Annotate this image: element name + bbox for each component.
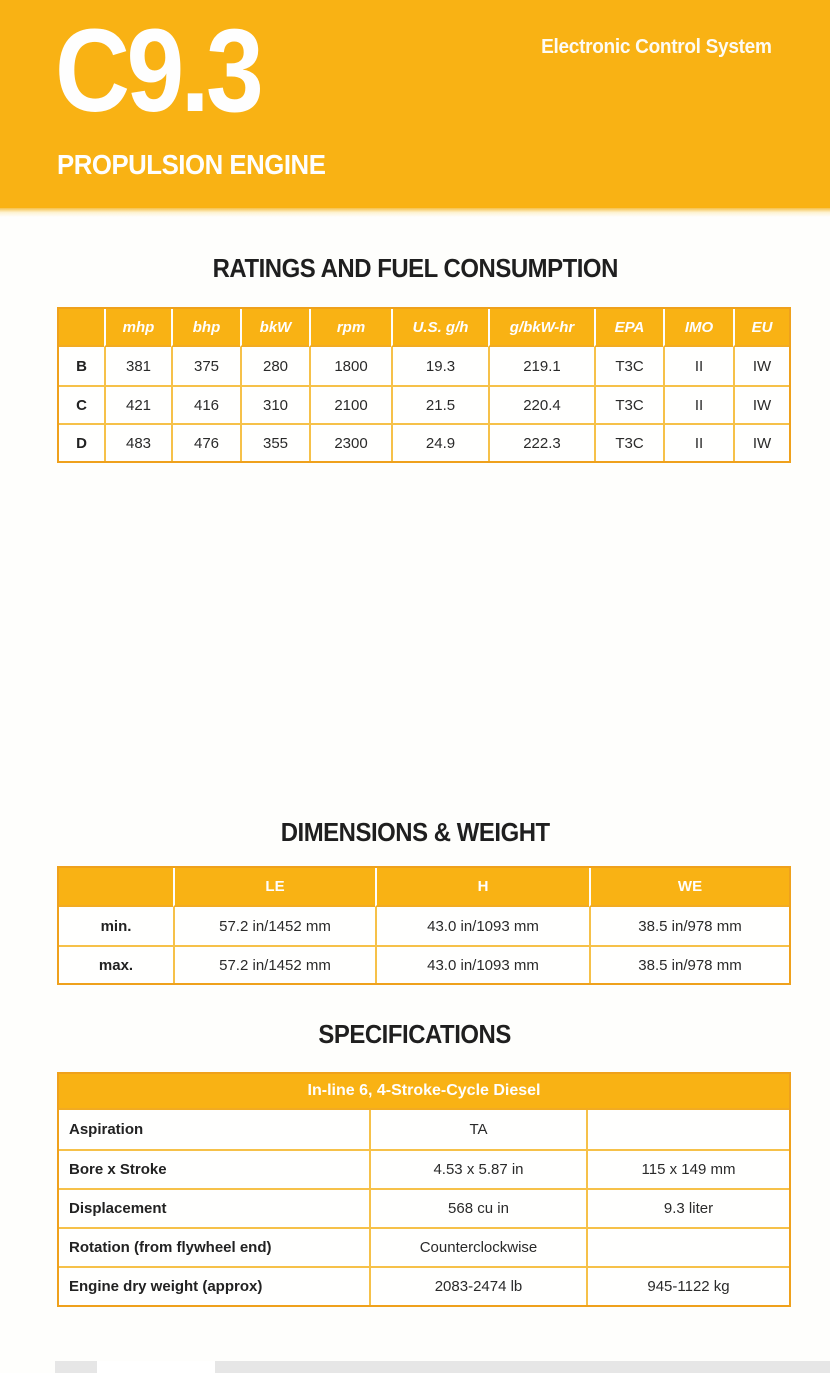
rating-cell: 381 — [104, 347, 171, 385]
ratings-col-header-mhp: mhp — [104, 309, 171, 347]
dimensions-col-header-we: WE — [589, 868, 789, 907]
footer-bar-notch — [97, 1361, 215, 1373]
spec-value — [586, 1227, 789, 1266]
rating-cell: 483 — [104, 423, 171, 461]
dimensions-col-header-le: LE — [173, 868, 375, 907]
dimension-cell: 57.2 in/1452 mm — [173, 907, 375, 945]
spec-label: Rotation (from flywheel end) — [59, 1227, 369, 1266]
spec-label: Displacement — [59, 1188, 369, 1227]
ratings-row-d — [59, 423, 789, 461]
spec-value: Counterclockwise — [369, 1227, 586, 1266]
spec-value: TA — [369, 1110, 586, 1149]
ratings-table — [57, 307, 791, 463]
ratings-col-header-bkw: bkW — [240, 309, 309, 347]
rating-cell: 222.3 — [488, 423, 594, 461]
ratings-col-header-bhp: bhp — [171, 309, 240, 347]
spec-row-displacement — [59, 1188, 789, 1227]
rating-cell: T3C — [594, 423, 663, 461]
dimensions-section-title: DIMENSIONS & WEIGHT — [280, 817, 550, 847]
engine-type-subtitle: PROPULSION ENGINE — [57, 149, 326, 180]
ratings-col-header-epa: EPA — [594, 309, 663, 347]
dimension-cell: 43.0 in/1093 mm — [375, 945, 589, 983]
dimensions-table — [57, 866, 791, 985]
dimension-cell: 57.2 in/1452 mm — [173, 945, 375, 983]
dimensions-row-min — [59, 907, 789, 945]
spec-label: Aspiration — [59, 1110, 369, 1149]
rating-cell: IW — [733, 423, 789, 461]
spec-value — [586, 1110, 789, 1149]
specs-band-header: In-line 6, 4-Stroke-Cycle Diesel — [59, 1074, 789, 1110]
rating-cell: 24.9 — [391, 423, 488, 461]
rating-cell: T3C — [594, 385, 663, 423]
rating-cell: 476 — [171, 423, 240, 461]
ratings-section-title: RATINGS AND FUEL CONSUMPTION — [212, 253, 618, 283]
spec-label: Engine dry weight (approx) — [59, 1266, 369, 1305]
rating-cell: II — [663, 347, 733, 385]
rating-cell: 421 — [104, 385, 171, 423]
spec-value: 115 x 149 mm — [586, 1149, 789, 1188]
spec-value: 4.53 x 5.87 in — [369, 1149, 586, 1188]
hero-bottom-fade — [0, 208, 830, 217]
rating-cell: 220.4 — [488, 385, 594, 423]
rating-row-label: C — [59, 385, 104, 423]
rating-cell: 219.1 — [488, 347, 594, 385]
rating-row-label: D — [59, 423, 104, 461]
dimension-cell: 43.0 in/1093 mm — [375, 907, 589, 945]
rating-cell: 416 — [171, 385, 240, 423]
dimensions-header-row — [59, 868, 789, 907]
control-system-tagline: Electronic Control System — [541, 36, 772, 58]
rating-cell: II — [663, 423, 733, 461]
rating-cell: 310 — [240, 385, 309, 423]
dimension-row-label: max. — [59, 945, 173, 983]
rating-cell: 2100 — [309, 385, 391, 423]
spec-value: 2083-2474 lb — [369, 1266, 586, 1305]
spec-row-dry-weight — [59, 1266, 789, 1305]
rating-cell: 19.3 — [391, 347, 488, 385]
ratings-row-b — [59, 347, 789, 385]
specifications-section-title: SPECIFICATIONS — [318, 1019, 512, 1049]
rating-cell: T3C — [594, 347, 663, 385]
ratings-row-c — [59, 385, 789, 423]
ratings-col-header-rpm: rpm — [309, 309, 391, 347]
ratings-header-row — [59, 309, 789, 347]
specifications-table — [57, 1072, 791, 1307]
rating-cell: IW — [733, 347, 789, 385]
spec-value: 945-1122 kg — [586, 1266, 789, 1305]
rating-cell: II — [663, 385, 733, 423]
spec-row-aspiration — [59, 1110, 789, 1149]
ratings-col-header-eu: EU — [733, 309, 789, 347]
spec-value: 568 cu in — [369, 1188, 586, 1227]
dimensions-col-header-h: H — [375, 868, 589, 907]
rating-cell: 21.5 — [391, 385, 488, 423]
dimension-cell: 38.5 in/978 mm — [589, 907, 789, 945]
spec-label: Bore x Stroke — [59, 1149, 369, 1188]
rating-cell: 355 — [240, 423, 309, 461]
rating-cell: 375 — [171, 347, 240, 385]
engine-model-title: C9.3 — [55, 5, 261, 137]
ratings-col-header-imo: IMO — [663, 309, 733, 347]
spec-value: 9.3 liter — [586, 1188, 789, 1227]
rating-cell: 1800 — [309, 347, 391, 385]
rating-cell: 280 — [240, 347, 309, 385]
dimension-cell: 38.5 in/978 mm — [589, 945, 789, 983]
rating-row-label: B — [59, 347, 104, 385]
spec-row-rotation — [59, 1227, 789, 1266]
rating-cell: 2300 — [309, 423, 391, 461]
specs-band-row — [59, 1074, 789, 1110]
dimensions-col-header-blank — [59, 868, 173, 907]
ratings-col-header-gbkwhr: g/bkW-hr — [488, 309, 594, 347]
spec-row-bore-stroke — [59, 1149, 789, 1188]
ratings-col-header-us-gh: U.S. g/h — [391, 309, 488, 347]
dimension-row-label: min. — [59, 907, 173, 945]
hero-banner — [0, 0, 830, 208]
ratings-col-header-blank — [59, 309, 104, 347]
rating-cell: IW — [733, 385, 789, 423]
dimensions-row-max — [59, 945, 789, 983]
